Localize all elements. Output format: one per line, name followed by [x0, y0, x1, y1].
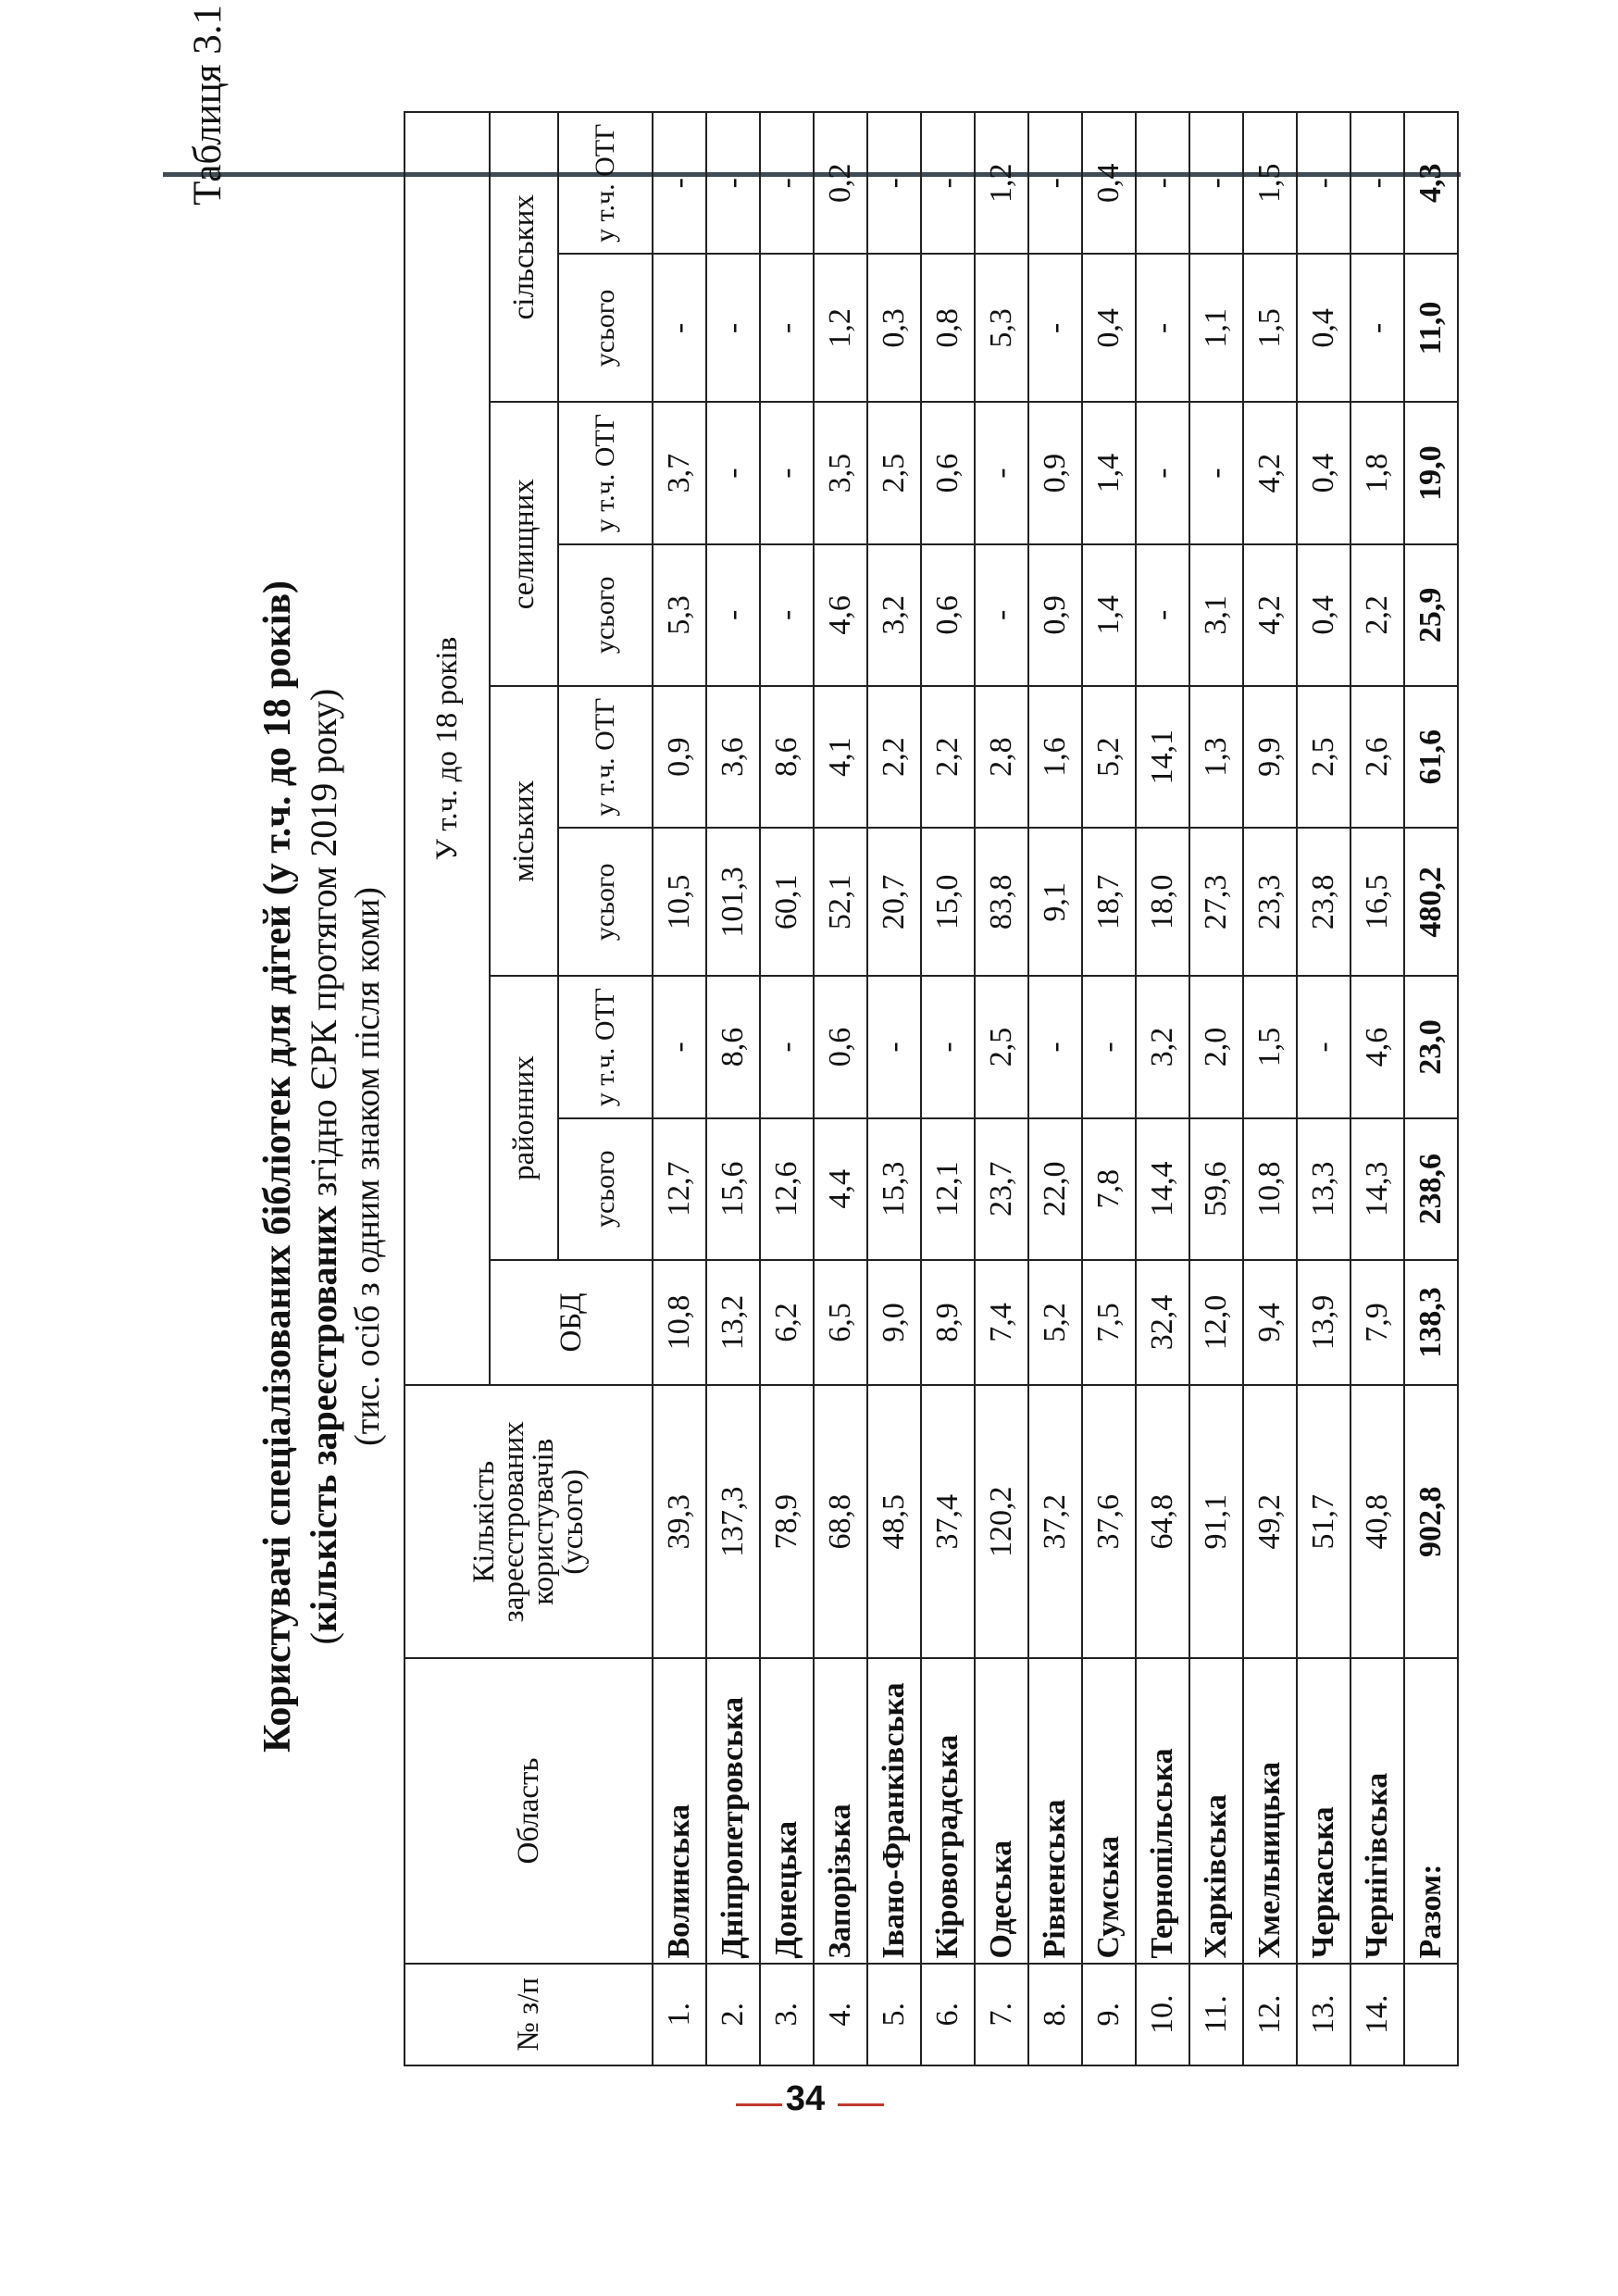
- cell-c-all: 52,1: [814, 828, 867, 976]
- table-heading: [254, 259, 389, 2074]
- cell-d-all: 12,6: [760, 1118, 814, 1260]
- cell-c-otg: 2,8: [975, 686, 1028, 828]
- cell-d-all: 10,8: [1243, 1118, 1297, 1260]
- cell-total: 37,2: [1028, 1385, 1082, 1658]
- header-no: № з/п: [404, 1964, 653, 2065]
- header-settlement-all: усього: [558, 544, 653, 686]
- header-rural-otg: у т.ч. ОТГ: [558, 112, 653, 254]
- cell-total: 37,4: [921, 1385, 975, 1658]
- cell-no: 10.: [1136, 1964, 1189, 2065]
- cell-d-otg: -: [1028, 976, 1082, 1117]
- cell-s-otg: -: [1189, 402, 1243, 543]
- rotated-content: [185, 0, 1448, 2074]
- cell-c-otg: 0,9: [653, 686, 706, 828]
- cell-region: Дніпропетровська: [706, 1658, 760, 1963]
- cell-s-all: 5,3: [653, 544, 706, 686]
- cell-r-otg: 0,4: [1082, 112, 1136, 254]
- cell-no: 8.: [1028, 1964, 1082, 2065]
- cell-r-all: 0,4: [1082, 254, 1136, 402]
- cell-r-otg: 1,2: [975, 112, 1028, 254]
- table-row: [1350, 112, 1404, 2065]
- cell-c-all: 83,8: [975, 828, 1028, 976]
- table-row: [975, 112, 1028, 2065]
- cell-s-otg: 3,5: [814, 402, 867, 543]
- cell-d-all: 14,3: [1350, 1118, 1404, 1260]
- cell-s-all: 0,4: [1297, 544, 1350, 686]
- cell-c-all: 23,8: [1297, 828, 1350, 976]
- cell-c-otg: 5,2: [1082, 686, 1136, 828]
- cell-s-all: 4,6: [814, 544, 867, 686]
- cell-total: 78,9: [760, 1385, 814, 1658]
- cell-c-otg: 1,3: [1189, 686, 1243, 828]
- cell-region: Одеська: [975, 1658, 1028, 1963]
- cell-obd: 10,8: [653, 1260, 706, 1385]
- header-total-users: Кількість зареєстрованих користувачів (усього): [404, 1385, 653, 1658]
- header-region: Область: [404, 1658, 653, 1963]
- cell-d-otg: -: [1082, 976, 1136, 1117]
- cell-s-otg: 4,2: [1243, 402, 1297, 543]
- cell-no: 12.: [1243, 1964, 1297, 2065]
- cell-s-all: 0,9: [1028, 544, 1082, 686]
- cell-s-otg: 1,4: [1082, 402, 1136, 543]
- subtitle-rest: згідно ЄРК протягом 2019 року): [303, 688, 344, 1206]
- cell-total: 137,3: [706, 1385, 760, 1658]
- cell-c-all: 60,1: [760, 828, 814, 976]
- cell-d-otg: 0,6: [814, 976, 867, 1117]
- cell-region: Разом:: [1404, 1658, 1458, 1963]
- cell-c-all: 20,7: [867, 828, 921, 976]
- cell-d-otg: 3,2: [1136, 976, 1189, 1117]
- page-number: 34: [785, 2079, 826, 2118]
- cell-r-all: 0,3: [867, 254, 921, 402]
- header-rural: сільських: [490, 112, 558, 402]
- cell-d-otg: 23,0: [1404, 976, 1458, 1117]
- cell-obd: 9,0: [867, 1260, 921, 1385]
- cell-no: 13.: [1297, 1964, 1350, 2065]
- cell-c-otg: 2,6: [1350, 686, 1404, 828]
- cell-region: Рівненська: [1028, 1658, 1082, 1963]
- cell-total: 91,1: [1189, 1385, 1243, 1658]
- cell-c-all: 480,2: [1404, 828, 1458, 976]
- cell-s-all: 2,2: [1350, 544, 1404, 686]
- cell-s-all: -: [1136, 544, 1189, 686]
- table-row: [1136, 112, 1189, 2065]
- cell-c-all: 10,5: [653, 828, 706, 976]
- cell-no: 1.: [653, 1964, 706, 2065]
- cell-d-otg: 1,5: [1243, 976, 1297, 1117]
- cell-d-otg: -: [653, 976, 706, 1117]
- cell-d-all: 59,6: [1189, 1118, 1243, 1260]
- cell-r-all: 5,3: [975, 254, 1028, 402]
- cell-r-all: -: [706, 254, 760, 402]
- cell-c-otg: 1,6: [1028, 686, 1082, 828]
- header-district: районних: [490, 976, 558, 1260]
- header-rural-all: усього: [558, 254, 653, 402]
- cell-d-otg: 2,5: [975, 976, 1028, 1117]
- table-row: [653, 112, 706, 2065]
- cell-c-all: 27,3: [1189, 828, 1243, 976]
- cell-obd: 6,5: [814, 1260, 867, 1385]
- cell-obd: 6,2: [760, 1260, 814, 1385]
- cell-c-all: 101,3: [706, 828, 760, 976]
- cell-region: Чернігівська: [1350, 1658, 1404, 1963]
- cell-r-all: 11,0: [1404, 254, 1458, 402]
- cell-obd: 7,4: [975, 1260, 1028, 1385]
- cell-obd: 8,9: [921, 1260, 975, 1385]
- cell-r-otg: 1,5: [1243, 112, 1297, 254]
- header-district-otg: у т.ч. ОТГ: [558, 976, 653, 1117]
- cell-region: Харківська: [1189, 1658, 1243, 1963]
- cell-c-otg: 2,5: [1297, 686, 1350, 828]
- cell-d-all: 23,7: [975, 1118, 1028, 1260]
- cell-r-otg: -: [1297, 112, 1350, 254]
- cell-obd: 32,4: [1136, 1260, 1189, 1385]
- cell-obd: 5,2: [1028, 1260, 1082, 1385]
- cell-total: 49,2: [1243, 1385, 1297, 1658]
- cell-c-otg: 61,6: [1404, 686, 1458, 828]
- cell-total: 51,7: [1297, 1385, 1350, 1658]
- table-row: [921, 112, 975, 2065]
- cell-r-otg: -: [1028, 112, 1082, 254]
- cell-total: 40,8: [1350, 1385, 1404, 1658]
- cell-r-otg: -: [706, 112, 760, 254]
- cell-obd: 138,3: [1404, 1260, 1458, 1385]
- cell-d-otg: -: [1297, 976, 1350, 1117]
- cell-s-otg: -: [760, 402, 814, 543]
- cell-obd: 13,2: [706, 1260, 760, 1385]
- table-units: (тис. осіб з одним знаком після коми): [348, 887, 387, 1446]
- cell-region: Кіровоградська: [921, 1658, 975, 1963]
- cell-r-otg: -: [867, 112, 921, 254]
- cell-d-otg: -: [760, 976, 814, 1117]
- cell-total: 37,6: [1082, 1385, 1136, 1658]
- cell-r-otg: 4,3: [1404, 112, 1458, 254]
- cell-r-all: -: [653, 254, 706, 402]
- header-city-all: усього: [558, 828, 653, 976]
- cell-c-all: 18,0: [1136, 828, 1189, 976]
- cell-region: Черкаська: [1297, 1658, 1350, 1963]
- cell-s-all: -: [975, 544, 1028, 686]
- cell-r-all: 0,8: [921, 254, 975, 402]
- cell-region: Тернопільська: [1136, 1658, 1189, 1963]
- cell-total: 48,5: [867, 1385, 921, 1658]
- cell-no: 11.: [1189, 1964, 1243, 2065]
- cell-d-all: 15,3: [867, 1118, 921, 1260]
- cell-d-all: 238,6: [1404, 1118, 1458, 1260]
- table-row: [706, 112, 760, 2065]
- table-row: [760, 112, 814, 2065]
- cell-r-all: -: [760, 254, 814, 402]
- cell-r-otg: 0,2: [814, 112, 867, 254]
- cell-s-otg: 0,6: [921, 402, 975, 543]
- table-title: Користувачі спеціалізованих бібліотек для дітей (у т.ч. до 18 років): [256, 580, 299, 1753]
- cell-c-all: 18,7: [1082, 828, 1136, 976]
- cell-d-all: 15,6: [706, 1118, 760, 1260]
- cell-r-otg: -: [760, 112, 814, 254]
- total-row: [1404, 112, 1458, 2065]
- cell-no: 7.: [975, 1964, 1028, 2065]
- cell-d-all: 22,0: [1028, 1118, 1082, 1260]
- cell-no: 4.: [814, 1964, 867, 2065]
- cell-obd: 9,4: [1243, 1260, 1297, 1385]
- cell-r-otg: -: [1350, 112, 1404, 254]
- cell-s-otg: 19,0: [1404, 402, 1458, 543]
- table-row: [1189, 112, 1243, 2065]
- cell-total: 64,8: [1136, 1385, 1189, 1658]
- header-district-all: усього: [558, 1118, 653, 1260]
- cell-region: Запорізька: [814, 1658, 867, 1963]
- cell-no: 5.: [867, 1964, 921, 2065]
- cell-r-all: -: [1136, 254, 1189, 402]
- cell-s-otg: -: [1136, 402, 1189, 543]
- table-row: [867, 112, 921, 2065]
- cell-r-all: -: [1028, 254, 1082, 402]
- cell-no: 6.: [921, 1964, 975, 2065]
- cell-no: [1404, 1964, 1458, 2065]
- cell-s-all: 3,2: [867, 544, 921, 686]
- cell-d-all: 14,4: [1136, 1118, 1189, 1260]
- cell-no: 3.: [760, 1964, 814, 2065]
- cell-s-otg: 0,9: [1028, 402, 1082, 543]
- cell-s-otg: 2,5: [867, 402, 921, 543]
- cell-d-all: 4,4: [814, 1118, 867, 1260]
- table-subtitle: [302, 259, 346, 2074]
- cell-total: 120,2: [975, 1385, 1028, 1658]
- table-body: [653, 112, 1458, 2065]
- cell-d-all: 7,8: [1082, 1118, 1136, 1260]
- cell-s-all: -: [706, 544, 760, 686]
- cell-r-otg: -: [653, 112, 706, 254]
- cell-d-otg: -: [867, 976, 921, 1117]
- cell-s-all: 3,1: [1189, 544, 1243, 686]
- table-row: [1297, 112, 1350, 2065]
- cell-s-otg: 0,4: [1297, 402, 1350, 543]
- header-obd: ОБД: [490, 1260, 653, 1385]
- cell-s-otg: -: [975, 402, 1028, 543]
- header-settlement: селищних: [490, 402, 558, 686]
- cell-c-otg: 2,2: [867, 686, 921, 828]
- cell-c-otg: 2,2: [921, 686, 975, 828]
- cell-total: 902,8: [1404, 1385, 1458, 1658]
- header-under18: У т.ч. до 18 років: [404, 112, 490, 1385]
- cell-r-otg: -: [921, 112, 975, 254]
- cell-obd: 7,9: [1350, 1260, 1404, 1385]
- cell-s-all: -: [760, 544, 814, 686]
- cell-r-all: 1,2: [814, 254, 867, 402]
- header-city: міських: [490, 686, 558, 976]
- cell-obd: 13,9: [1297, 1260, 1350, 1385]
- header-city-otg: у т.ч. ОТГ: [558, 686, 653, 828]
- cell-r-otg: -: [1136, 112, 1189, 254]
- cell-c-otg: 9,9: [1243, 686, 1297, 828]
- cell-d-all: 12,7: [653, 1118, 706, 1260]
- cell-r-all: 1,1: [1189, 254, 1243, 402]
- table-row: [814, 112, 867, 2065]
- cell-s-otg: 3,7: [653, 402, 706, 543]
- cell-c-all: 16,5: [1350, 828, 1404, 976]
- cell-s-all: 25,9: [1404, 544, 1458, 686]
- cell-s-otg: -: [706, 402, 760, 543]
- cell-s-all: 4,2: [1243, 544, 1297, 686]
- cell-region: Донецька: [760, 1658, 814, 1963]
- subtitle-bold: кількість зареєстрованих: [303, 1205, 344, 1633]
- page-number-dash-right: [838, 2103, 884, 2106]
- cell-no: 2.: [706, 1964, 760, 2065]
- cell-no: 9.: [1082, 1964, 1136, 2065]
- cell-s-all: 0,6: [921, 544, 975, 686]
- cell-d-otg: 4,6: [1350, 976, 1404, 1117]
- cell-d-all: 12,1: [921, 1118, 975, 1260]
- cell-r-all: -: [1350, 254, 1404, 402]
- cell-s-all: 1,4: [1082, 544, 1136, 686]
- cell-c-otg: 14,1: [1136, 686, 1189, 828]
- cell-obd: 12,0: [1189, 1260, 1243, 1385]
- table-row: [1082, 112, 1136, 2065]
- table-caption: Таблиця 3.1: [186, 5, 230, 206]
- cell-c-otg: 4,1: [814, 686, 867, 828]
- table-row: [1028, 112, 1082, 2065]
- table-row: [1243, 112, 1297, 2065]
- cell-d-otg: 8,6: [706, 976, 760, 1117]
- cell-region: Івано-Франківська: [867, 1658, 921, 1963]
- cell-c-otg: 8,6: [760, 686, 814, 828]
- cell-r-all: 1,5: [1243, 254, 1297, 402]
- cell-c-all: 15,0: [921, 828, 975, 976]
- cell-no: 14.: [1350, 1964, 1404, 2065]
- cell-r-all: 0,4: [1297, 254, 1350, 402]
- cell-region: Хмельницька: [1243, 1658, 1297, 1963]
- header-settlement-otg: у т.ч. ОТГ: [558, 402, 653, 543]
- cell-total: 39,3: [653, 1385, 706, 1658]
- cell-c-all: 9,1: [1028, 828, 1082, 976]
- cell-r-otg: -: [1189, 112, 1243, 254]
- cell-d-otg: 2,0: [1189, 976, 1243, 1117]
- cell-c-otg: 3,6: [706, 686, 760, 828]
- cell-obd: 7,5: [1082, 1260, 1136, 1385]
- cell-total: 68,8: [814, 1385, 867, 1658]
- cell-c-all: 23,3: [1243, 828, 1297, 976]
- cell-region: Волинська: [653, 1658, 706, 1963]
- cell-region: Сумська: [1082, 1658, 1136, 1963]
- cell-d-all: 13,3: [1297, 1118, 1350, 1260]
- cell-s-otg: 1,8: [1350, 402, 1404, 543]
- subtitle-open: (: [303, 1632, 344, 1645]
- users-table: [404, 111, 1459, 2066]
- cell-d-otg: -: [921, 976, 975, 1117]
